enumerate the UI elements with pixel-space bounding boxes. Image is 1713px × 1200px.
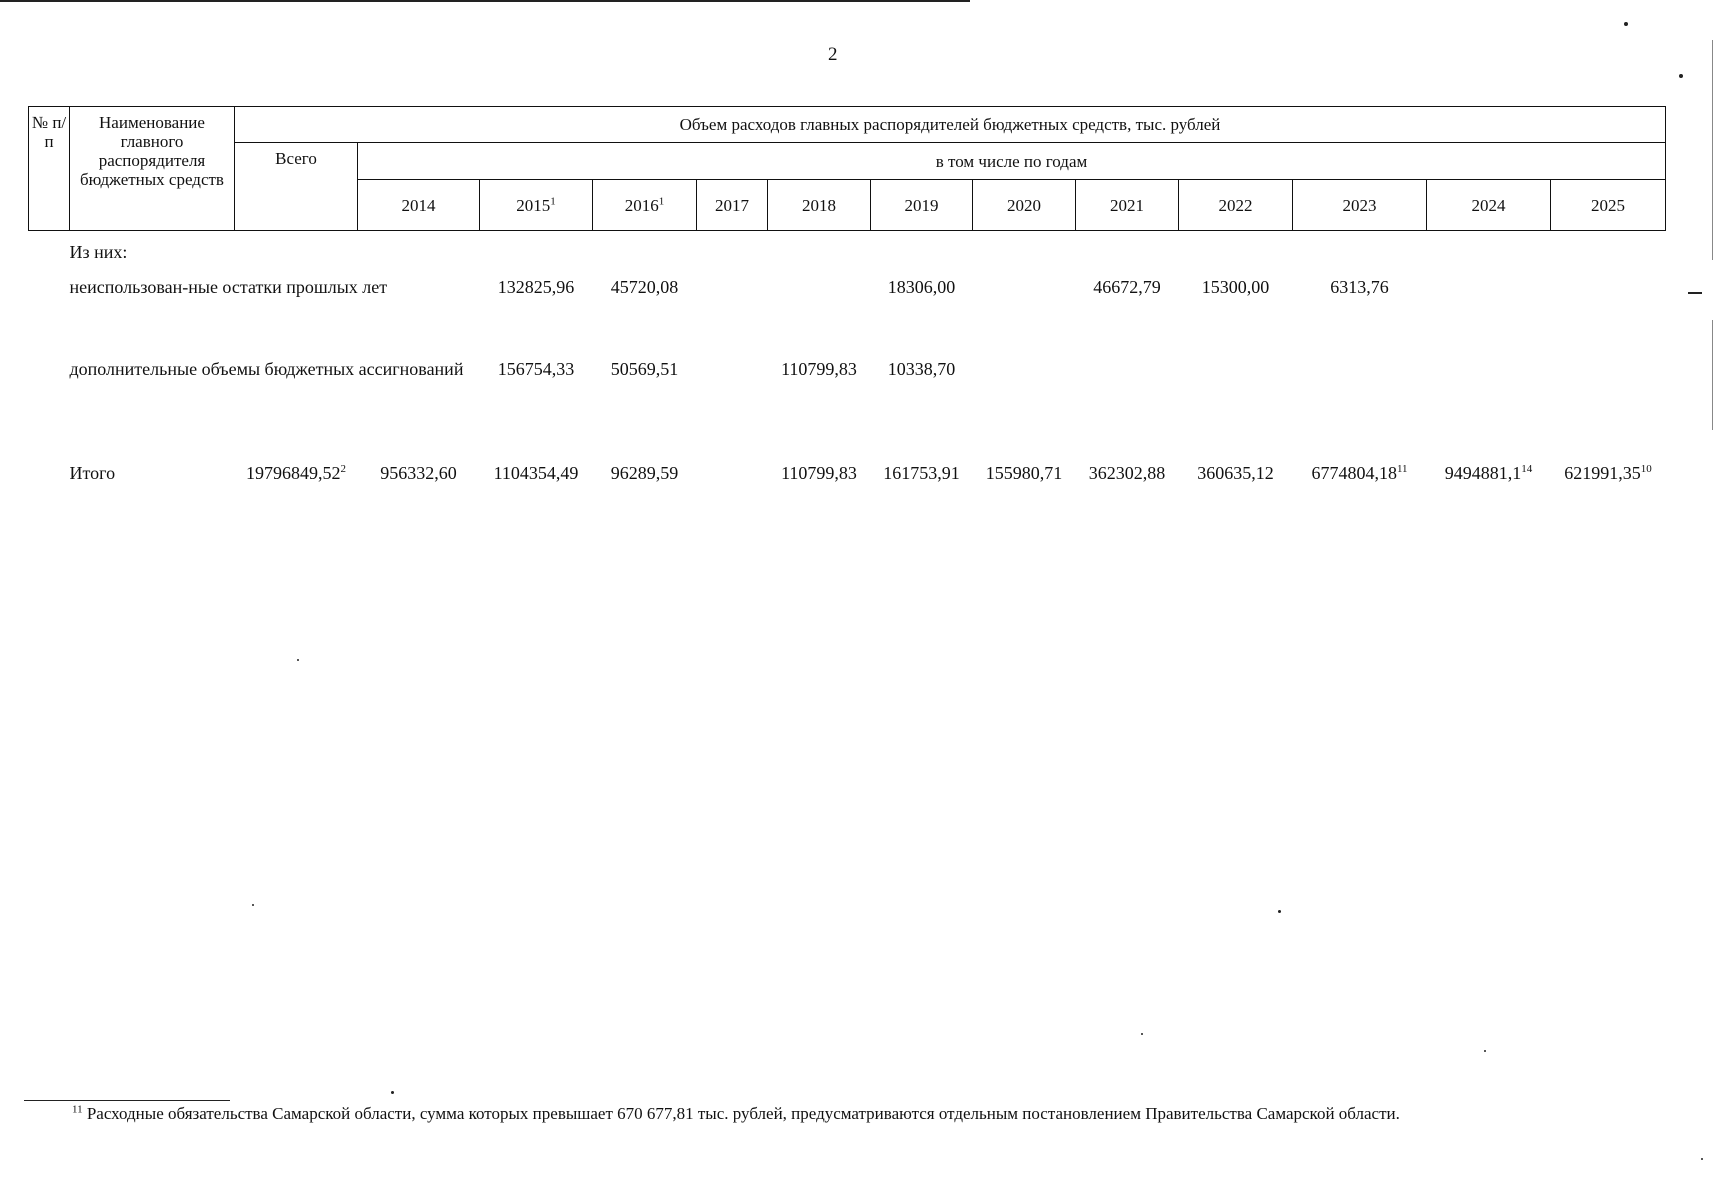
total-all-value: 19796849,52$^2$ (246, 462, 346, 483)
cell-value: 956332,60 (380, 462, 457, 483)
scan-speck (1688, 292, 1702, 294)
scan-speck (297, 659, 299, 661)
cell-value: 15300,00 (1201, 276, 1270, 297)
top-edge-line (0, 0, 970, 2)
cell-value: 1104354,49 (493, 462, 579, 483)
cell-value: 110799,83 (781, 358, 857, 379)
year-header: 2022 (1179, 180, 1293, 231)
cell-value: 96289,59 (610, 462, 679, 483)
cell-value: 360635,12 (1197, 462, 1274, 483)
year-header: 2017 (697, 180, 768, 231)
year-header: 2020 (973, 180, 1076, 231)
cell-value: 46672,79 (1093, 276, 1161, 297)
cell-value: 621991,35$^{10}$ (1564, 462, 1652, 483)
year-header: 2025 (1551, 180, 1666, 231)
num-col-header: № п/п (29, 107, 70, 231)
budget-table (28, 106, 1666, 502)
year-header: 2019 (871, 180, 973, 231)
year-header: 2023 (1293, 180, 1427, 231)
cell-value: 10338,70 (887, 358, 956, 379)
volume-header: Объем расходов главных распорядителей бюджетных средств, тыс. рублей (235, 107, 1666, 143)
scan-speck (1624, 22, 1628, 26)
year-header: 2021 (1076, 180, 1179, 231)
row-label-total: Итого (69, 462, 116, 483)
table-row (29, 276, 1666, 358)
scan-speck (252, 904, 254, 906)
cell-value: 110799,83 (781, 462, 857, 483)
scan-speck (1679, 74, 1683, 78)
scan-speck (1484, 1050, 1486, 1052)
cell-value: 132825,96 (497, 276, 575, 297)
year-header: 2024 (1427, 180, 1551, 231)
year-header: 2016$^1$ (593, 180, 697, 231)
year-header: 2015$^1$ (480, 180, 593, 231)
footnote-text: Расходные обязательства Самарской области, сумма которых превышает 670 677,81 тыс. рублей, предусматриваются отдельным постановлением Правительства Самарской области. (86, 1104, 1400, 1123)
footnote-mark: 11 (72, 1103, 83, 1116)
row-label-additional: дополнительные объемы бюджетных ассигнований (69, 358, 464, 379)
cell-value: 362302,88 (1088, 462, 1166, 483)
row-label-unused: неиспользован-ные остатки прошлых лет (69, 276, 388, 297)
cell-value: 6774804,18$^{11}$ (1311, 462, 1408, 483)
cell-value: 155980,71 (985, 462, 1063, 483)
cell-value: 9494881,1$^{14}$ (1444, 462, 1533, 483)
scan-speck (1701, 1158, 1703, 1160)
name-col-header: Наименование главного распорядителя бюджетных средств (70, 107, 235, 231)
scan-speck (1278, 910, 1281, 913)
scan-speck (391, 1091, 394, 1094)
year-header: 2014 (358, 180, 480, 231)
footnote-rule (24, 1100, 230, 1101)
footnote (72, 1104, 1400, 1124)
total-col-header: Всего (235, 143, 358, 231)
cell-value: 45720,08 (610, 276, 679, 297)
cell-value: 18306,00 (887, 276, 956, 297)
by-years-header: в том числе по годам (358, 143, 1666, 180)
table-row (29, 358, 1666, 462)
of-them-label: Из них: (69, 242, 128, 262)
cell-value: 6313,76 (1330, 276, 1389, 297)
scan-speck (1141, 1033, 1143, 1035)
cell-value: 161753,91 (883, 462, 960, 483)
page-number: 2 (828, 44, 838, 65)
year-header: 2018 (768, 180, 871, 231)
table-row-total (29, 462, 1666, 502)
cell-value: 50569,51 (610, 358, 679, 379)
cell-value: 156754,33 (497, 358, 575, 379)
